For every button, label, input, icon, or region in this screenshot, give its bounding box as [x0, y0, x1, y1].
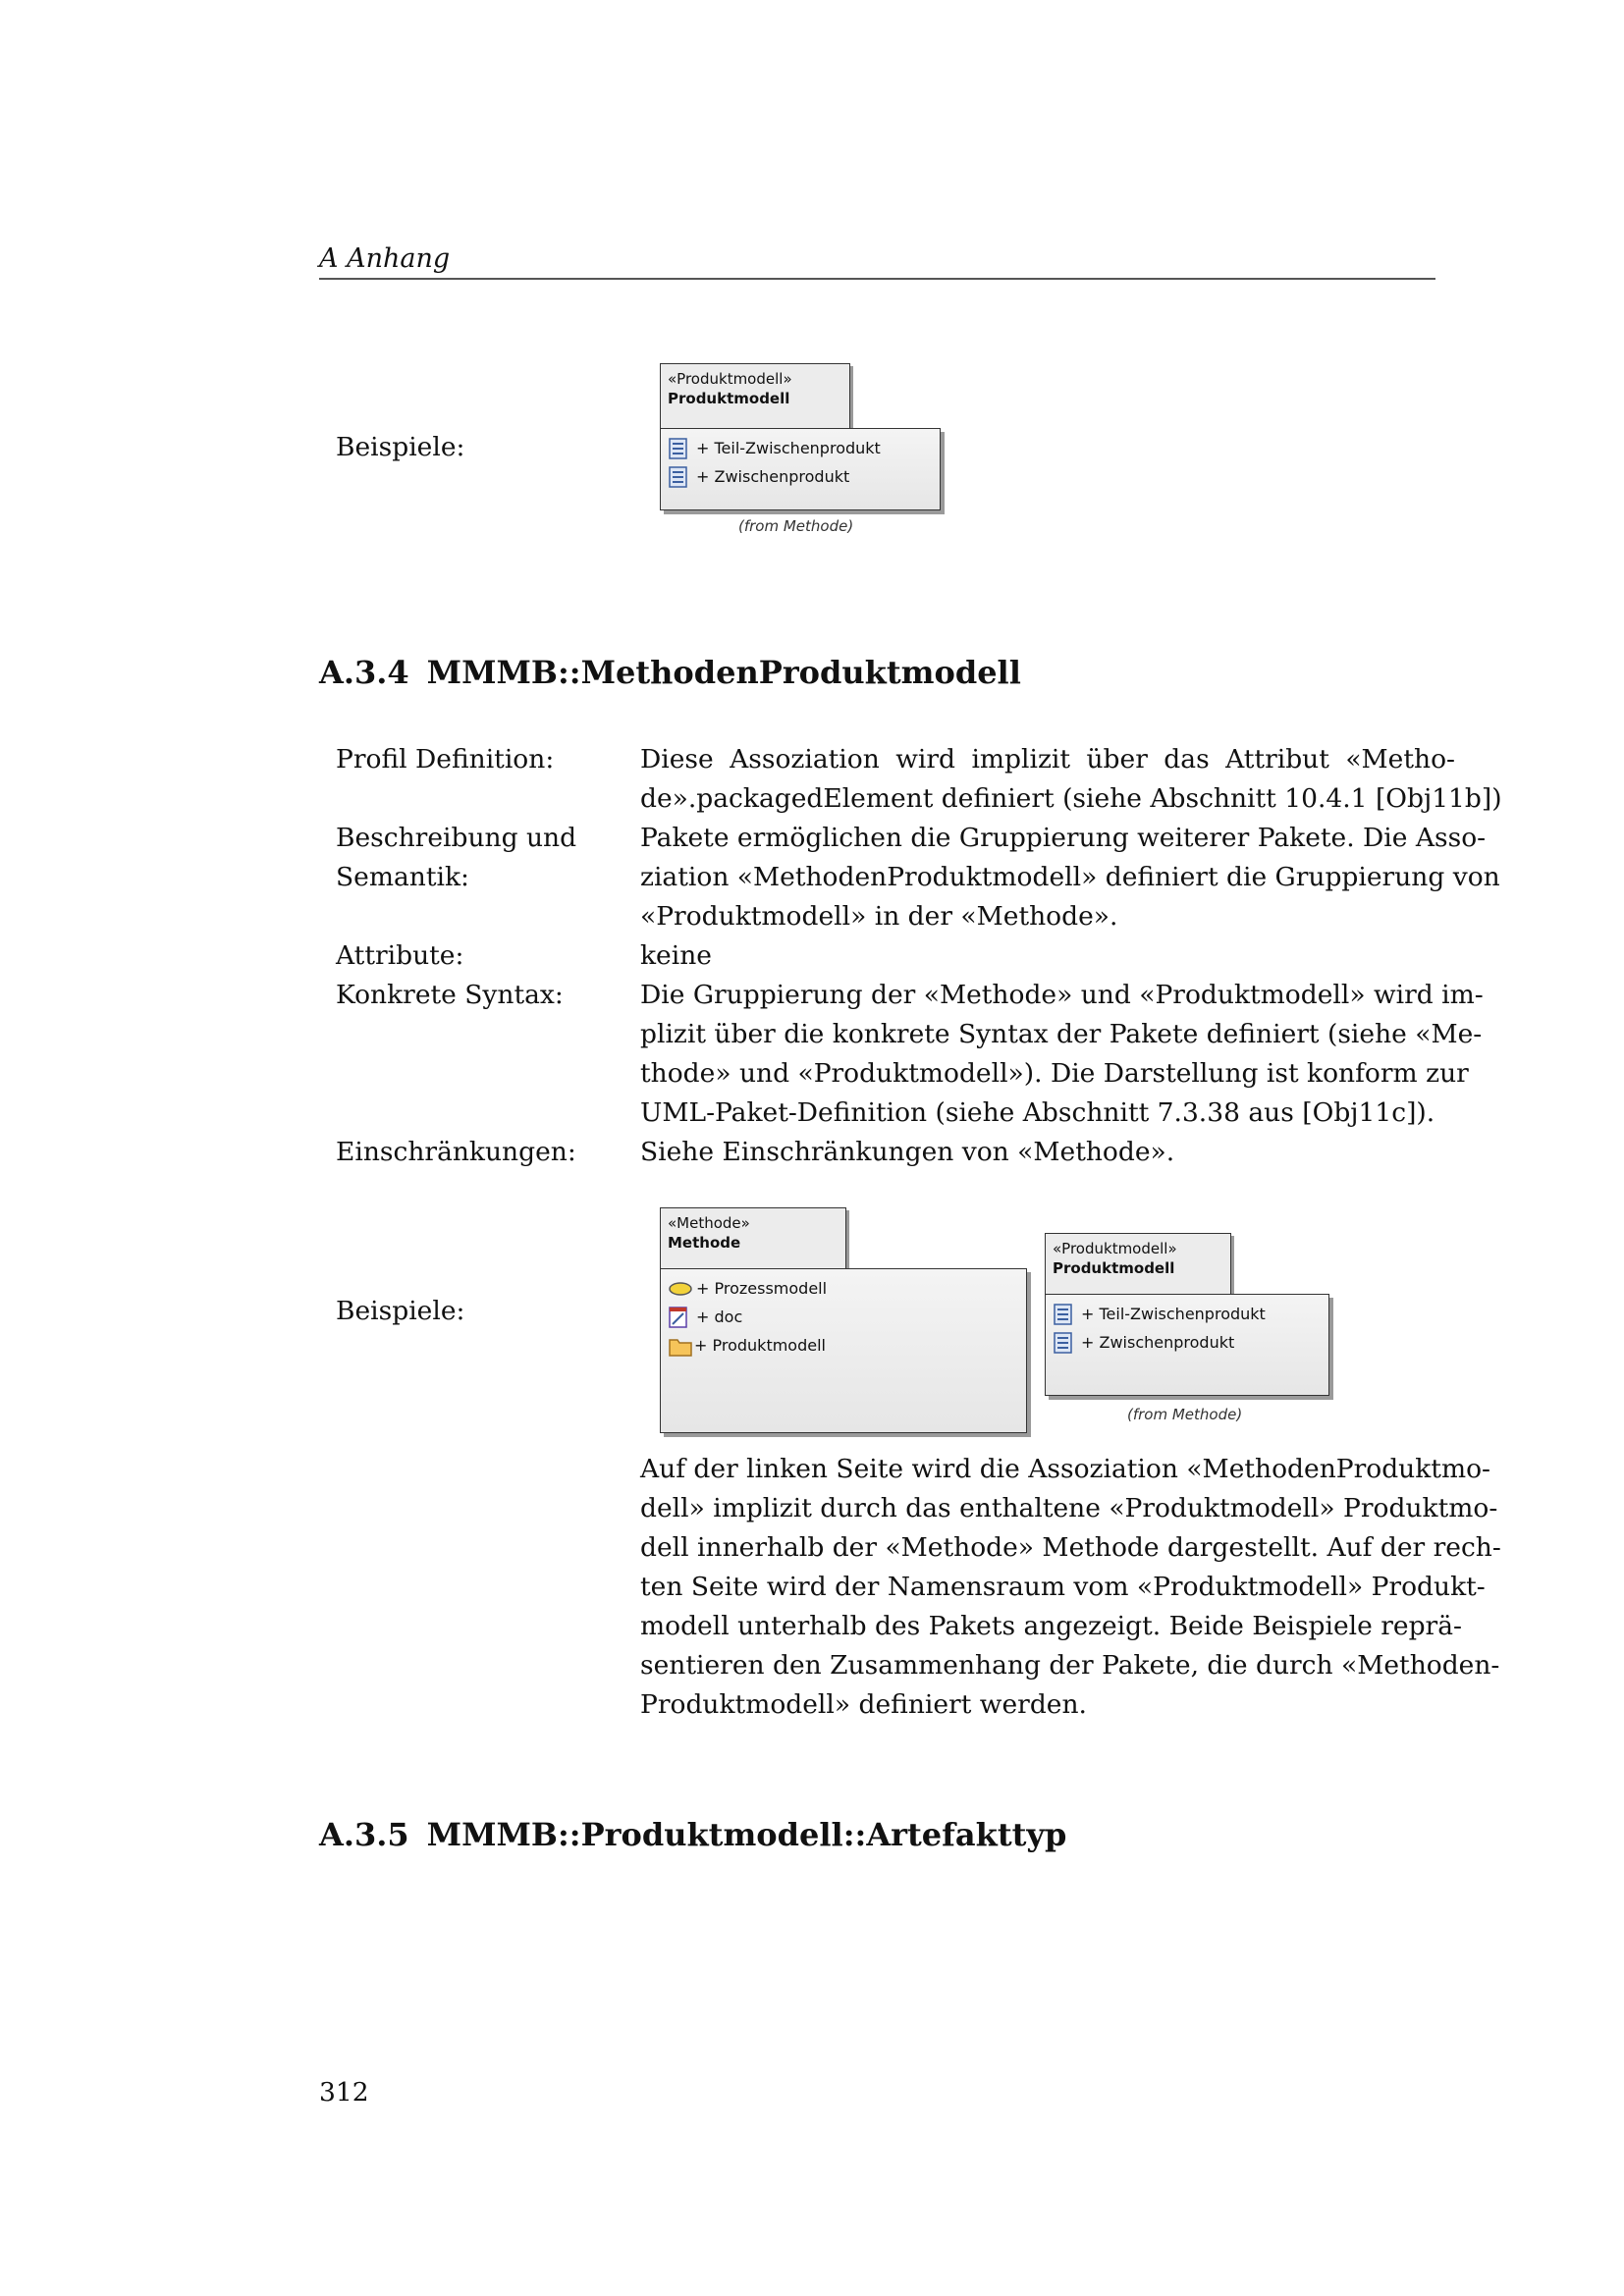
member-text: + Zwischenprodukt: [1081, 1333, 1235, 1352]
text-line: Auf der linken Seite wird die Assoziation «MethodenProduktmo-: [640, 1454, 1490, 1484]
attribute-label: Attribute:: [336, 940, 464, 971]
text-line: Die Gruppierung der «Methode» und «Produktmodell» wird im-: [640, 980, 1484, 1010]
text-line: ten Seite wird der Namensraum vom «Produktmodell» Produkt-: [640, 1572, 1486, 1602]
uml-package-produktmodell: [660, 363, 945, 540]
text-line: Pakete ermöglichen die Gruppierung weiterer Pakete. Die Asso-: [640, 823, 1487, 853]
text-line: dell» implizit durch das enthaltene «Produktmodell» Produktmo-: [640, 1493, 1498, 1523]
beschreibung-label-line1: Beschreibung und: [336, 823, 577, 853]
package-member: [669, 434, 932, 462]
folder-icon: [669, 1335, 688, 1357]
package-tab: [660, 1207, 846, 1270]
section-number: A.3.4: [319, 654, 409, 691]
section-number: A.3.5: [319, 1816, 409, 1853]
artifact-icon: [669, 438, 688, 459]
package-name: Produktmodell: [668, 390, 790, 407]
member-text: + Produktmodell: [694, 1336, 826, 1355]
einschraenkungen-text: [640, 1133, 1455, 1172]
explanation-text: [640, 1450, 1501, 1725]
package-member: [1054, 1300, 1321, 1328]
package-tab: [660, 363, 850, 430]
section-title: MMMB::Produktmodell::Artefakttyp: [426, 1816, 1067, 1853]
uml-package-methode: [660, 1207, 1033, 1433]
package-body: [660, 1268, 1027, 1433]
section-heading-a35: [319, 1816, 1066, 1853]
running-header: [319, 240, 1435, 280]
text-line: Siehe Einschränkungen von «Methode».: [640, 1137, 1175, 1167]
text-line: sentieren den Zusammenhang der Pakete, die durch «Methoden-: [640, 1650, 1500, 1681]
beschreibung-text: [640, 819, 1500, 936]
process-model-icon: [669, 1278, 688, 1300]
package-member: [669, 1274, 1018, 1303]
example2-label: Beispiele:: [336, 1296, 465, 1326]
uml-package-produktmodell-2: [1045, 1233, 1339, 1429]
syntax-text: [640, 976, 1484, 1133]
text-line: UML-Paket-Definition (siehe Abschnitt 7.3.38 aus [Obj11c]).: [640, 1097, 1435, 1128]
package-body: [660, 428, 941, 510]
package-name: Produktmodell: [1053, 1259, 1175, 1277]
package-member: [669, 1303, 1018, 1331]
text-line: Produktmodell» definiert werden.: [640, 1689, 1087, 1720]
profil-text: [640, 740, 1502, 819]
text-line: keine: [640, 940, 712, 971]
profil-label: Profil Definition:: [336, 744, 555, 774]
artifact-icon: [1054, 1332, 1073, 1354]
member-text: + Zwischenprodukt: [696, 467, 850, 486]
text-line: Diese Assoziation wird implizit über das Attribut «Metho-: [640, 744, 1455, 774]
package-member: [669, 1331, 1018, 1360]
from-label: (from Methode): [738, 517, 854, 535]
from-label: (from Methode): [1127, 1406, 1243, 1423]
member-text: + Teil-Zwischenprodukt: [696, 439, 881, 457]
package-tab: [1045, 1233, 1231, 1296]
text-line: ziation «MethodenProduktmodell» definiert die Gruppierung von: [640, 862, 1500, 892]
artifact-icon: [669, 466, 688, 488]
member-text: + Prozessmodell: [696, 1279, 828, 1298]
page-number: 312: [319, 2077, 369, 2108]
artifact-icon: [1054, 1304, 1073, 1325]
text-line: thode» und «Produktmodell»). Die Darstellung ist konform zur: [640, 1058, 1469, 1089]
attribute-value: [640, 936, 1455, 976]
text-line: dell innerhalb der «Methode» Methode dargestellt. Auf der rech-: [640, 1532, 1501, 1563]
package-name: Methode: [668, 1234, 741, 1252]
package-stereotype: «Methode»: [668, 1214, 750, 1232]
package-member: [1054, 1328, 1321, 1357]
example1-label: Beispiele:: [336, 432, 465, 462]
einschraenkungen-label: Einschränkungen:: [336, 1137, 576, 1167]
text-line: plizit über die konkrete Syntax der Pakete definiert (siehe «Me-: [640, 1019, 1483, 1049]
section-heading-a34: [319, 654, 1021, 691]
member-text: + Teil-Zwischenprodukt: [1081, 1305, 1266, 1323]
syntax-label: Konkrete Syntax:: [336, 980, 564, 1010]
package-member: [669, 462, 932, 491]
header-title: A Anhang: [319, 243, 451, 274]
package-stereotype: «Produktmodell»: [1053, 1240, 1177, 1257]
document-icon: [669, 1307, 688, 1328]
text-line: modell unterhalb des Pakets angezeigt. Beide Beispiele reprä-: [640, 1611, 1462, 1641]
section-title: MMMB::MethodenProduktmodell: [426, 654, 1021, 691]
text-line: de».packagedElement definiert (siehe Abschnitt 10.4.1 [Obj11b]): [640, 783, 1502, 814]
package-stereotype: «Produktmodell»: [668, 370, 792, 388]
text-line: «Produktmodell» in der «Methode».: [640, 901, 1118, 932]
member-text: + doc: [696, 1308, 743, 1326]
beschreibung-label-line2: Semantik:: [336, 862, 469, 892]
package-body: [1045, 1294, 1329, 1396]
